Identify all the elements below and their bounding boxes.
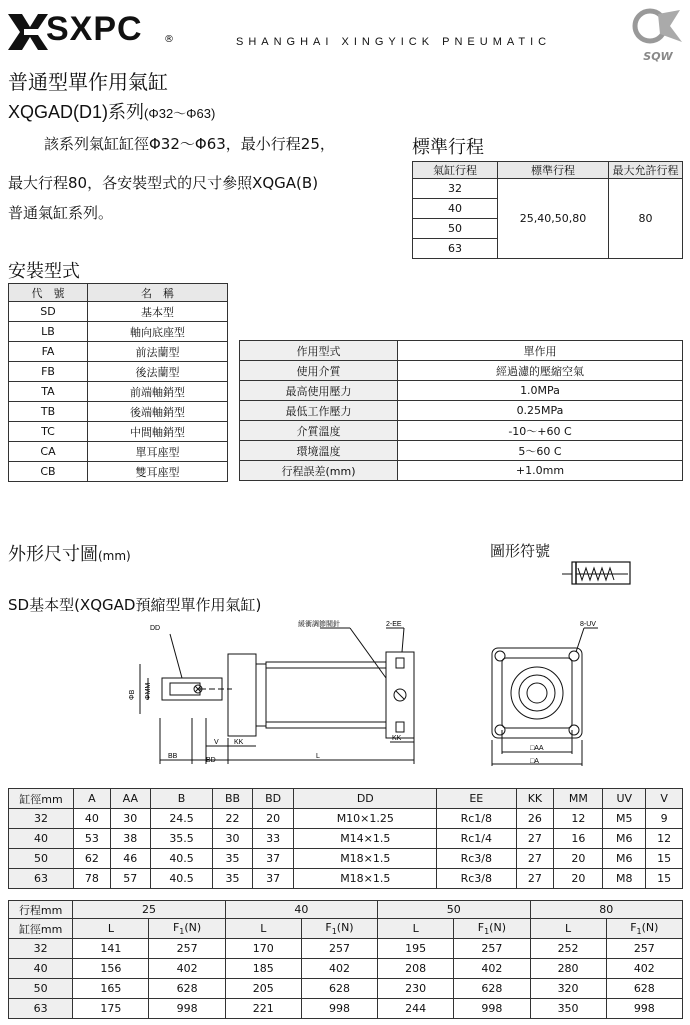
- brand-logo: [8, 10, 183, 52]
- mount-code-cell: FA: [9, 342, 88, 362]
- dim-value-cell: M18×1.5: [294, 869, 437, 889]
- spec-value-cell: +1.0mm: [398, 461, 683, 481]
- dim-value-cell: 27: [516, 829, 554, 849]
- stroke-bore-cell: 50: [413, 219, 498, 239]
- brand-mark-icon: [8, 14, 48, 50]
- mount-code-cell: TC: [9, 422, 88, 442]
- force-value-cell: 175: [73, 999, 149, 1019]
- force-value-cell: 257: [301, 939, 377, 959]
- stroke-bore-cell: 40: [413, 199, 498, 219]
- stroke-header-max: 最大允許行程: [609, 162, 683, 179]
- intro-line-3: 普通氣缸系列。: [8, 204, 114, 222]
- spec-value-cell: 單作用: [398, 341, 683, 361]
- label-bd: BD: [206, 757, 216, 764]
- force-bore-cell: 32: [9, 939, 73, 959]
- label-a: □A: [530, 758, 539, 765]
- dim-value-cell: 37: [252, 869, 294, 889]
- sd-title: SD基本型(XQGAD預縮型單作用氣缸): [8, 596, 262, 614]
- label-kk-rear: KK: [392, 735, 402, 742]
- spec-label-cell: 作用型式: [240, 341, 398, 361]
- force-value-cell: 320: [530, 979, 606, 999]
- dim-value-cell: 12: [646, 829, 683, 849]
- dim-value-cell: Rc3/8: [437, 849, 516, 869]
- spec-label-cell: 最低工作壓力: [240, 401, 398, 421]
- dim-value-cell: 40.5: [150, 869, 212, 889]
- spec-label-cell: 介質溫度: [240, 421, 398, 441]
- dim-value-cell: 15: [646, 849, 683, 869]
- force-value-cell: 998: [454, 999, 530, 1019]
- dim-value-cell: 27: [516, 869, 554, 889]
- force-bore-label: 缸徑mm: [9, 919, 73, 939]
- dim-row: [9, 829, 683, 849]
- force-value-cell: 195: [378, 939, 454, 959]
- dim-value-cell: 22: [213, 809, 252, 829]
- dim-header-cell: MM: [554, 789, 603, 809]
- force-stroke-cell: 40: [225, 901, 377, 919]
- force-value-cell: 244: [378, 999, 454, 1019]
- company-tagline: SHANGHAI XINGYICK PNEUMATIC: [236, 36, 552, 48]
- mount-table-title: 安裝型式: [8, 261, 80, 282]
- stroke-table-title: 標準行程: [412, 137, 484, 158]
- force-row: [9, 979, 683, 999]
- spec-table: [239, 340, 683, 481]
- label-ee: 2-EE: [386, 621, 402, 628]
- force-bore-cell: 40: [9, 959, 73, 979]
- dim-value-cell: 78: [74, 869, 111, 889]
- series-title: [8, 98, 215, 124]
- dim-row: [9, 849, 683, 869]
- force-value-cell: 628: [149, 979, 225, 999]
- stroke-bore-cell: 63: [413, 239, 498, 259]
- force-row: [9, 959, 683, 979]
- stroke-header-bore: 氣缸行程: [413, 162, 498, 179]
- spec-row: [240, 441, 683, 461]
- dim-header-cell: UV: [603, 789, 646, 809]
- dim-header-cell: 缸徑mm: [9, 789, 74, 809]
- side-view-drawing: [120, 618, 430, 768]
- dim-header-cell: V: [646, 789, 683, 809]
- registered-icon: ®: [164, 34, 174, 45]
- label-dd: DD: [150, 625, 161, 632]
- force-value-cell: 185: [225, 959, 301, 979]
- dim-header-cell: KK: [516, 789, 554, 809]
- stroke-table: [412, 161, 683, 259]
- force-value-cell: 628: [301, 979, 377, 999]
- spec-value-cell: 1.0MPa: [398, 381, 683, 401]
- force-col-f-unit: (N): [336, 920, 354, 934]
- dim-header-cell: AA: [110, 789, 150, 809]
- mount-header-code: 代 號: [9, 284, 88, 302]
- force-col-f: [606, 919, 682, 939]
- mount-header-name: 名 稱: [88, 284, 228, 302]
- mount-name-cell: 中間軸銷型: [88, 422, 228, 442]
- force-bore-cell: 50: [9, 979, 73, 999]
- spec-row: [240, 381, 683, 401]
- force-value-cell: 257: [149, 939, 225, 959]
- force-value-cell: 402: [454, 959, 530, 979]
- mount-name-cell: 後法蘭型: [88, 362, 228, 382]
- mount-table: [8, 283, 228, 482]
- dim-value-cell: 16: [554, 829, 603, 849]
- force-value-cell: 141: [73, 939, 149, 959]
- label-cushion: 緩衝調節閥針: [298, 621, 340, 628]
- mount-name-cell: 前端軸銷型: [88, 382, 228, 402]
- mount-row: [9, 362, 228, 382]
- force-value-cell: 208: [378, 959, 454, 979]
- force-value-cell: 165: [73, 979, 149, 999]
- mount-name-cell: 後端軸銷型: [88, 402, 228, 422]
- mount-row: [9, 442, 228, 462]
- spec-value-cell: 0.25MPa: [398, 401, 683, 421]
- force-col-f-unit: (N): [641, 920, 659, 934]
- force-bore-cell: 63: [9, 999, 73, 1019]
- outline-title: [8, 540, 131, 566]
- dim-value-cell: 12: [554, 809, 603, 829]
- spec-value-cell: 經過濾的壓縮空氣: [398, 361, 683, 381]
- force-value-cell: 252: [530, 939, 606, 959]
- dim-value-cell: 27: [516, 849, 554, 869]
- dim-value-cell: M14×1.5: [294, 829, 437, 849]
- force-value-cell: 350: [530, 999, 606, 1019]
- series-name: XQGAD(D1)系列: [8, 102, 145, 122]
- mount-code-cell: SD: [9, 302, 88, 322]
- dim-bore-cell: 63: [9, 869, 74, 889]
- mount-code-cell: CB: [9, 462, 88, 482]
- dim-value-cell: 35.5: [150, 829, 212, 849]
- mount-name-cell: 軸向底座型: [88, 322, 228, 342]
- force-value-cell: 280: [530, 959, 606, 979]
- corner-logo-icon: [630, 6, 686, 46]
- mount-code-cell: CA: [9, 442, 88, 462]
- corner-logo: [630, 6, 686, 63]
- dim-header-cell: DD: [294, 789, 437, 809]
- label-uv: 8-UV: [580, 621, 596, 628]
- spec-row: [240, 401, 683, 421]
- force-col-f: [301, 919, 377, 939]
- force-value-cell: 205: [225, 979, 301, 999]
- end-view-drawing: [480, 618, 600, 768]
- spec-row: [240, 461, 683, 481]
- intro-line-1: 該系列氣缸缸徑Φ32～Φ63，最小行程25，: [44, 135, 335, 153]
- force-table: [8, 900, 683, 1019]
- dim-header-cell: BD: [252, 789, 294, 809]
- dim-value-cell: M10×1.25: [294, 809, 437, 829]
- mount-row: [9, 322, 228, 342]
- force-col-f-letter: F: [630, 920, 637, 934]
- dim-value-cell: M6: [603, 849, 646, 869]
- dim-value-cell: M6: [603, 829, 646, 849]
- series-range: (Φ32～Φ63): [144, 106, 216, 121]
- force-col-f: [149, 919, 225, 939]
- force-value-cell: 402: [606, 959, 682, 979]
- dim-value-cell: 53: [74, 829, 111, 849]
- spec-label-cell: 使用介質: [240, 361, 398, 381]
- mount-row: [9, 402, 228, 422]
- label-bb: BB: [168, 753, 178, 760]
- dim-value-cell: 9: [646, 809, 683, 829]
- force-value-cell: 998: [149, 999, 225, 1019]
- spec-label-cell: 環境溫度: [240, 441, 398, 461]
- mount-code-cell: TB: [9, 402, 88, 422]
- force-value-cell: 230: [378, 979, 454, 999]
- force-value-cell: 628: [454, 979, 530, 999]
- force-col-l: L: [225, 919, 301, 939]
- dim-value-cell: Rc1/4: [437, 829, 516, 849]
- intro-line-2: 最大行程80，各安裝型式的尺寸參照XQGA(B): [8, 174, 319, 192]
- dimension-table: [8, 788, 683, 889]
- force-col-f: [454, 919, 530, 939]
- dim-value-cell: 20: [554, 849, 603, 869]
- dim-value-cell: 20: [252, 809, 294, 829]
- force-stroke-cell: 50: [378, 901, 530, 919]
- force-stroke-cell: 25: [73, 901, 225, 919]
- mount-code-cell: TA: [9, 382, 88, 402]
- force-value-cell: 257: [454, 939, 530, 959]
- force-value-cell: 170: [225, 939, 301, 959]
- dim-value-cell: 35: [213, 869, 252, 889]
- spec-row: [240, 421, 683, 441]
- cylinder-symbol-icon: [562, 560, 632, 586]
- mount-code-cell: FB: [9, 362, 88, 382]
- force-col-f-sub: 1: [331, 927, 337, 937]
- spec-row: [240, 361, 683, 381]
- mount-name-cell: 前法蘭型: [88, 342, 228, 362]
- dim-value-cell: 35: [213, 849, 252, 869]
- dim-value-cell: 40.5: [150, 849, 212, 869]
- force-col-f-unit: (N): [184, 920, 202, 934]
- force-value-cell: 221: [225, 999, 301, 1019]
- dim-value-cell: 40: [74, 809, 111, 829]
- label-v: V: [214, 739, 219, 746]
- force-value-cell: 402: [149, 959, 225, 979]
- dim-value-cell: 38: [110, 829, 150, 849]
- mount-code-cell: LB: [9, 322, 88, 342]
- mount-row: [9, 342, 228, 362]
- label-phi-mm: ΦMM: [145, 682, 152, 700]
- dim-value-cell: 15: [646, 869, 683, 889]
- dim-value-cell: 24.5: [150, 809, 212, 829]
- dim-header-cell: EE: [437, 789, 516, 809]
- force-col-f-letter: F: [172, 920, 180, 934]
- page-title: 普通型單作用氣缸: [8, 70, 168, 94]
- dim-value-cell: 46: [110, 849, 150, 869]
- force-col-f-letter: F: [477, 920, 485, 934]
- outline-unit: (mm): [98, 549, 131, 563]
- force-col-f-sub: 1: [484, 927, 490, 937]
- spec-label-cell: 行程誤差(mm): [240, 461, 398, 481]
- force-col-f-sub: 1: [179, 927, 185, 937]
- dim-header-cell: B: [150, 789, 212, 809]
- dim-value-cell: Rc3/8: [437, 869, 516, 889]
- dim-value-cell: 62: [74, 849, 111, 869]
- dim-bore-cell: 40: [9, 829, 74, 849]
- mount-row: [9, 302, 228, 322]
- dim-value-cell: 30: [110, 809, 150, 829]
- force-stroke-label: 行程mm: [9, 901, 73, 919]
- dim-bore-cell: 32: [9, 809, 74, 829]
- force-stroke-cell: 80: [530, 901, 683, 919]
- force-value-cell: 628: [606, 979, 682, 999]
- force-col-f-letter: F: [325, 920, 332, 934]
- force-col-l: L: [73, 919, 149, 939]
- dim-value-cell: M8: [603, 869, 646, 889]
- dim-header-cell: BB: [213, 789, 252, 809]
- stroke-header-standard: 標準行程: [498, 162, 609, 179]
- force-col-l: L: [530, 919, 606, 939]
- brand-name: SXPC: [46, 10, 143, 48]
- mount-name-cell: 雙耳座型: [88, 462, 228, 482]
- symbol-title: 圖形符號: [490, 542, 551, 560]
- corner-logo-text: SQW: [643, 50, 673, 63]
- dim-value-cell: M5: [603, 809, 646, 829]
- force-value-cell: 402: [301, 959, 377, 979]
- dim-value-cell: 37: [252, 849, 294, 869]
- spec-label-cell: 最高使用壓力: [240, 381, 398, 401]
- force-col-f-unit: (N): [489, 920, 506, 934]
- stroke-standard-cell: 25,40,50,80: [498, 179, 609, 259]
- force-row: [9, 999, 683, 1019]
- force-value-cell: 257: [606, 939, 682, 959]
- dim-value-cell: 57: [110, 869, 150, 889]
- dim-value-cell: 33: [252, 829, 294, 849]
- mount-name-cell: 單耳座型: [88, 442, 228, 462]
- force-value-cell: 998: [606, 999, 682, 1019]
- stroke-max-cell: 80: [609, 179, 683, 259]
- mount-row: [9, 462, 228, 482]
- force-col-f-sub: 1: [636, 927, 642, 937]
- dim-header-cell: A: [74, 789, 111, 809]
- dim-value-cell: Rc1/8: [437, 809, 516, 829]
- mount-name-cell: 基本型: [88, 302, 228, 322]
- mount-row: [9, 382, 228, 402]
- outline-title-text: 外形尺寸圖: [8, 544, 98, 565]
- dim-value-cell: M18×1.5: [294, 849, 437, 869]
- dim-value-cell: 30: [213, 829, 252, 849]
- label-phi-b: ΦB: [129, 689, 136, 700]
- dim-row: [9, 869, 683, 889]
- label-l: L: [316, 753, 320, 760]
- label-kk: KK: [234, 739, 244, 746]
- force-row: [9, 939, 683, 959]
- dim-bore-cell: 50: [9, 849, 74, 869]
- spec-value-cell: -10～+60 C: [398, 421, 683, 441]
- force-value-cell: 998: [301, 999, 377, 1019]
- force-value-cell: 156: [73, 959, 149, 979]
- mount-row: [9, 422, 228, 442]
- label-aa: □AA: [530, 745, 544, 752]
- dim-value-cell: 20: [554, 869, 603, 889]
- stroke-bore-cell: 32: [413, 179, 498, 199]
- spec-value-cell: 5～60 C: [398, 441, 683, 461]
- dim-row: [9, 809, 683, 829]
- spec-row: [240, 341, 683, 361]
- force-col-l: L: [378, 919, 454, 939]
- dim-value-cell: 26: [516, 809, 554, 829]
